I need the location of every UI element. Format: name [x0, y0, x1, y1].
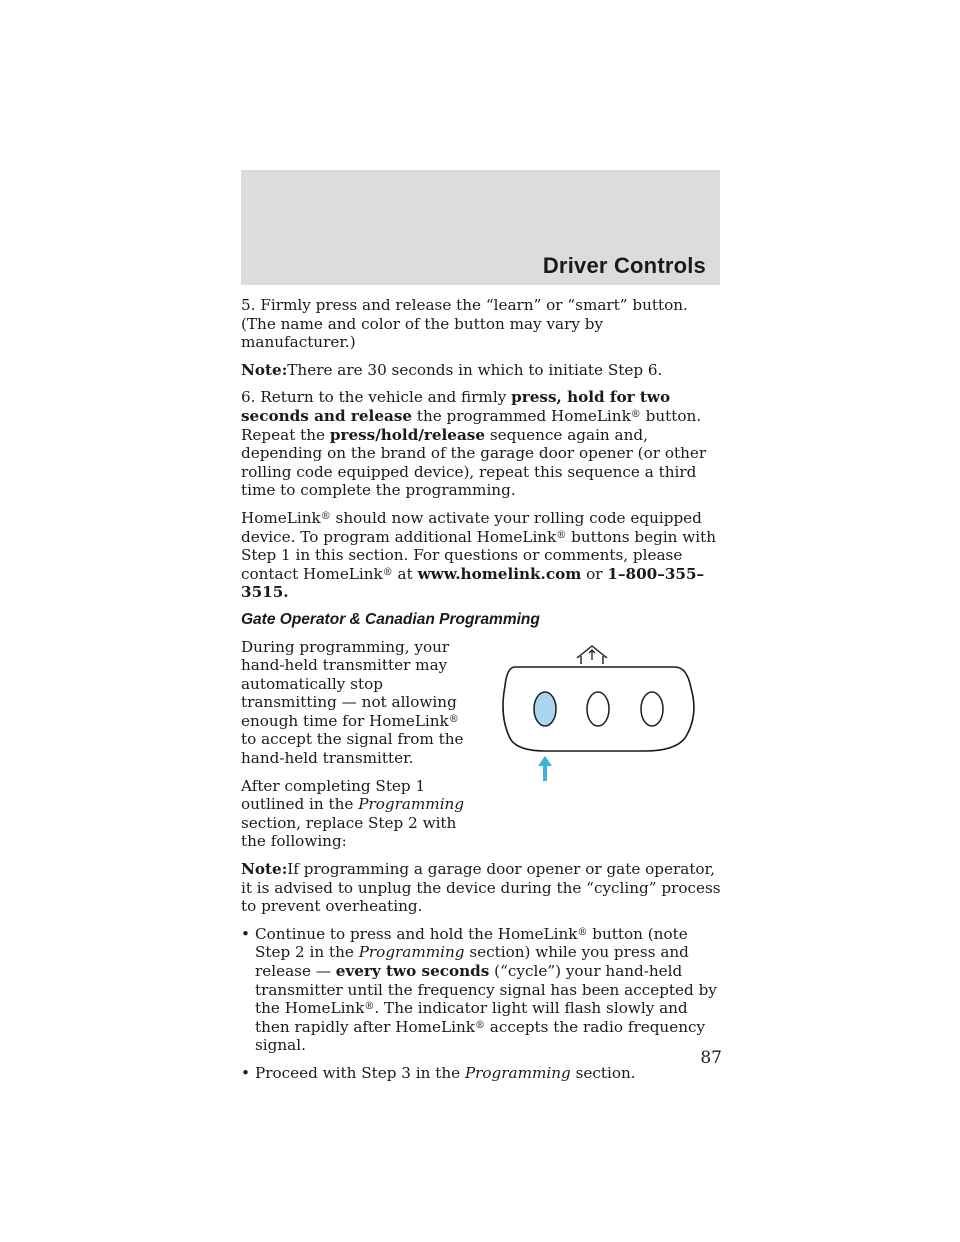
gate-section [241, 638, 721, 852]
bullet-symbol: • [241, 924, 250, 943]
homelink-paragraph: HomeLink® should now activate your rolling code equipped device. To program additional HomeLink® buttons begin with Step 1 in this section. For questions or comments, please contact HomeLink® at www.homelink.com or 1–800–355–3515. [241, 508, 717, 602]
note-label: Note: [241, 360, 288, 379]
homelink-button-3[interactable] [641, 692, 663, 726]
page-content [241, 296, 721, 1092]
homelink-phone: 1–800–355–3515. [241, 564, 705, 602]
header-band [241, 170, 720, 285]
note-2-paragraph: Note:If programming a garage door opener or gate operator, it is advised to unplug the device during the “cycling” process to prevent overheating. [241, 860, 721, 916]
section-title: Driver Controls [542, 253, 706, 278]
step-5-paragraph: 5. Firmly press and release the “learn” or “smart” button. (The name and color of the button may vary by manufacturer.) [241, 296, 688, 352]
registered-mark: ® [630, 408, 641, 420]
bullet-symbol: • [241, 1063, 250, 1082]
step-6-paragraph: 6. Return to the vehicle and firmly press, hold for two seconds and release the programmed HomeLink® button. Repeat the press/hold/release sequence again and, depending on the brand of the garage door opener (or other rolling code equipped device), repeat this sequence a third time to complete the programming. [241, 388, 707, 500]
homelink-button-1[interactable] [534, 692, 556, 726]
homelink-button-2[interactable] [587, 692, 609, 726]
pointer-arrow [538, 756, 552, 781]
gate-text-column [241, 638, 469, 852]
homelink-buttons-illustration [485, 636, 707, 781]
bullet-item-2: • Proceed with Step 3 in the Programming section. [241, 1063, 636, 1082]
bullet-item-1: • Continue to press and hold the HomeLink® button (note Step 2 in the Programming section) while you press and release — every two seconds (“cycle”) your hand-held transmitter until the frequency signal has been accepted by the HomeLink®. The indicator light will flash slowly and then rapidly after HomeLink® accepts the radio frequency signal. [241, 924, 717, 1055]
note-paragraph: Note:There are 30 seconds in which to initiate Step 6. [241, 360, 663, 379]
garage-home-icon [577, 646, 607, 664]
page-number: 87 [700, 1048, 722, 1068]
gate-paragraph-1: During programming, your hand-held transmitter may automatically stop transmitting — not allowing enough time for HomeLink® to accept the signal from the hand-held transmitter. [241, 637, 464, 768]
homelink-url: www.homelink.com [417, 564, 582, 583]
section-heading: Gate Operator & Canadian Programming [241, 610, 540, 628]
gate-paragraph-2: After completing Step 1 outlined in the Programming section, replace Step 2 with the following: [241, 776, 465, 851]
